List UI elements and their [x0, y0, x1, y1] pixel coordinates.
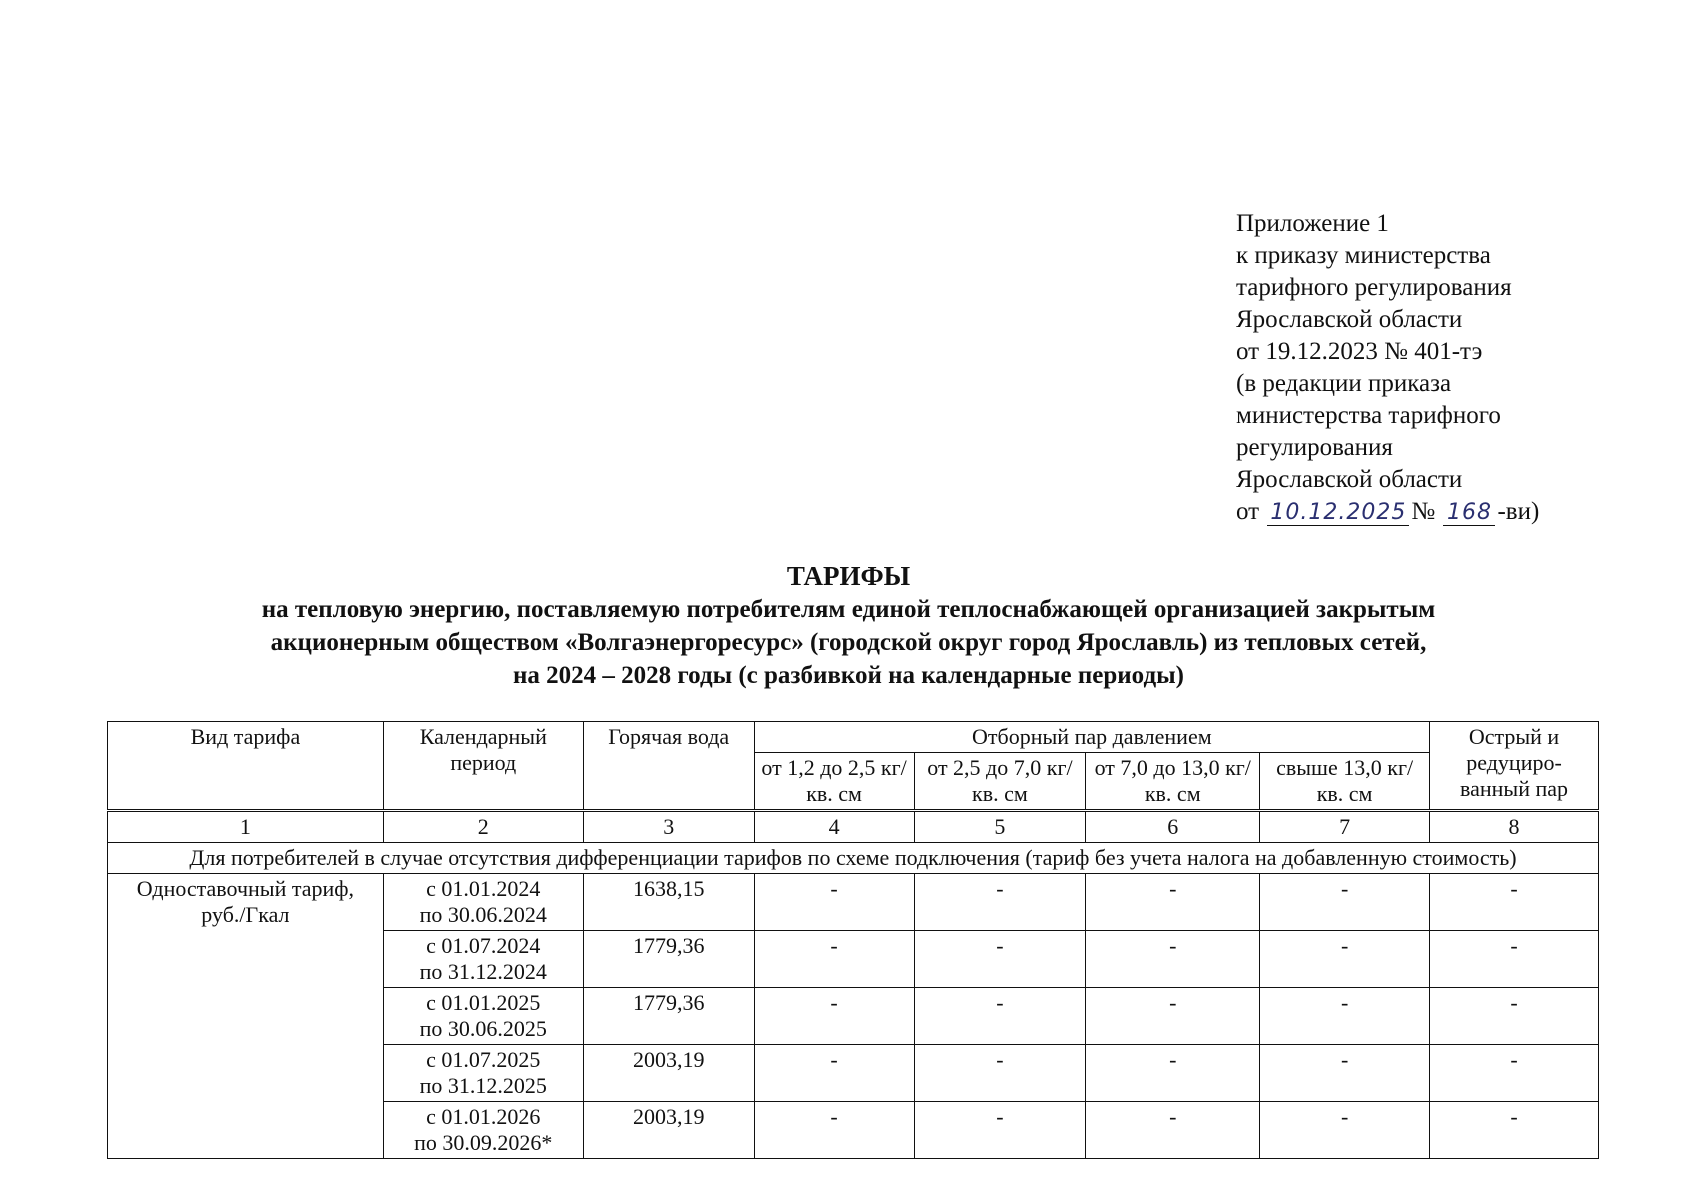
- table-row: [108, 874, 1599, 931]
- sharp-steam-value: -: [1430, 988, 1599, 1045]
- period-cell: [383, 988, 583, 1045]
- period-from: с 01.01.2026: [426, 1104, 541, 1129]
- steam-3-value: -: [1086, 874, 1260, 931]
- annex-line: министерства тарифного: [1236, 402, 1501, 429]
- heading-line: акционерным обществом «Волгаэнергоресурс» (городской округ город Ярославль) из тепловых сетей,: [270, 629, 1427, 656]
- column-number: 3: [583, 811, 754, 843]
- column-number: 1: [108, 811, 384, 843]
- steam-2-value: -: [914, 988, 1086, 1045]
- header-sharp-steam: Острый и редуциро-ванный пар: [1430, 722, 1599, 811]
- header-hot-water: Горячая вода: [583, 722, 754, 811]
- steam-1-value: -: [754, 931, 914, 988]
- steam-3-value: -: [1086, 988, 1260, 1045]
- period-from: с 01.07.2024: [426, 933, 541, 958]
- header-steam-2: от 2,5 до 7,0 кг/ кв. см: [914, 753, 1086, 811]
- header-tariff-type: Вид тарифа: [108, 722, 384, 811]
- steam-3-value: -: [1086, 931, 1260, 988]
- header-steam-group: Отборный пар давлением: [754, 722, 1429, 753]
- annex-line: тарифного регулирования: [1236, 274, 1512, 301]
- hot-water-value: 1638,15: [583, 874, 754, 931]
- column-number-row: [108, 811, 1599, 843]
- steam-1-value: -: [754, 1102, 914, 1159]
- hot-water-value: 1779,36: [583, 988, 754, 1045]
- steam-2-value: -: [914, 1102, 1086, 1159]
- header-steam-1: от 1,2 до 2,5 кг/ кв. см: [754, 753, 914, 811]
- column-number: 2: [383, 811, 583, 843]
- annex-line: Приложение 1: [1236, 210, 1389, 237]
- hot-water-value: 2003,19: [583, 1102, 754, 1159]
- heading-line: на 2024 – 2028 годы (с разбивкой на календарные периоды): [513, 662, 1184, 689]
- sharp-steam-value: -: [1430, 931, 1599, 988]
- period-to: по 31.12.2025: [419, 1073, 547, 1098]
- section-row: [108, 843, 1599, 874]
- steam-4-value: -: [1260, 931, 1430, 988]
- period-cell: [383, 1045, 583, 1102]
- annex-line: (в редакции приказа: [1236, 370, 1452, 397]
- period-to: по 30.06.2025: [419, 1016, 547, 1041]
- steam-1-value: -: [754, 988, 914, 1045]
- period-cell: [383, 1102, 583, 1159]
- header-period: Календарный период: [383, 722, 583, 811]
- steam-2-value: -: [914, 1045, 1086, 1102]
- handwritten-date: 10.12.2025: [1267, 501, 1409, 526]
- steam-1-value: -: [754, 874, 914, 931]
- hot-water-value: 1779,36: [583, 931, 754, 988]
- period-from: с 01.01.2025: [426, 990, 541, 1015]
- handwritten-number: 168: [1443, 501, 1495, 526]
- period-from: с 01.07.2025: [426, 1047, 541, 1072]
- document-heading: [0, 560, 1697, 692]
- column-number: 8: [1430, 811, 1599, 843]
- document-title: ТАРИФЫ: [786, 561, 911, 591]
- number-sign: №: [1411, 498, 1436, 525]
- amendment-prefix: от: [1236, 498, 1260, 525]
- header-steam-3: от 7,0 до 13,0 кг/ кв. см: [1086, 753, 1260, 811]
- annex-line: регулирования: [1236, 434, 1393, 461]
- annex-line: Ярославской области: [1236, 306, 1463, 333]
- amendment-suffix: -ви): [1497, 498, 1540, 525]
- steam-2-value: -: [914, 931, 1086, 988]
- header-steam-4: свыше 13,0 кг/ кв. см: [1260, 753, 1430, 811]
- amendment-line: [1236, 496, 1539, 528]
- annex-block: [1236, 208, 1539, 528]
- heading-line: на тепловую энергию, поставляемую потребителям единой теплоснабжающей организацией закрытым: [261, 596, 1436, 623]
- steam-3-value: -: [1086, 1045, 1260, 1102]
- steam-4-value: -: [1260, 874, 1430, 931]
- column-number: 7: [1260, 811, 1430, 843]
- tariff-name-cell: Одноставочный тариф, руб./Гкал: [108, 874, 384, 1159]
- steam-4-value: -: [1260, 988, 1430, 1045]
- period-to: по 31.12.2024: [419, 959, 547, 984]
- column-number: 5: [914, 811, 1086, 843]
- sharp-steam-value: -: [1430, 874, 1599, 931]
- steam-4-value: -: [1260, 1102, 1430, 1159]
- period-to: по 30.06.2024: [419, 902, 547, 927]
- period-cell: [383, 931, 583, 988]
- column-number: 6: [1086, 811, 1260, 843]
- sharp-steam-value: -: [1430, 1102, 1599, 1159]
- annex-line: к приказу министерства: [1236, 242, 1491, 269]
- hot-water-value: 2003,19: [583, 1045, 754, 1102]
- steam-3-value: -: [1086, 1102, 1260, 1159]
- annex-line: от 19.12.2023 № 401-тэ: [1236, 338, 1483, 365]
- period-to: по 30.09.2026*: [414, 1130, 553, 1155]
- annex-line: Ярославской области: [1236, 466, 1463, 493]
- section-title: Для потребителей в случае отсутствия дифференциации тарифов по схеме подключения (тариф без учета налога на добавленную стоимость): [108, 843, 1599, 874]
- sharp-steam-value: -: [1430, 1045, 1599, 1102]
- steam-2-value: -: [914, 874, 1086, 931]
- period-cell: [383, 874, 583, 931]
- period-from: с 01.01.2024: [426, 876, 541, 901]
- tariff-table: [107, 721, 1599, 1159]
- steam-1-value: -: [754, 1045, 914, 1102]
- steam-4-value: -: [1260, 1045, 1430, 1102]
- column-number: 4: [754, 811, 914, 843]
- header-row: [108, 722, 1599, 753]
